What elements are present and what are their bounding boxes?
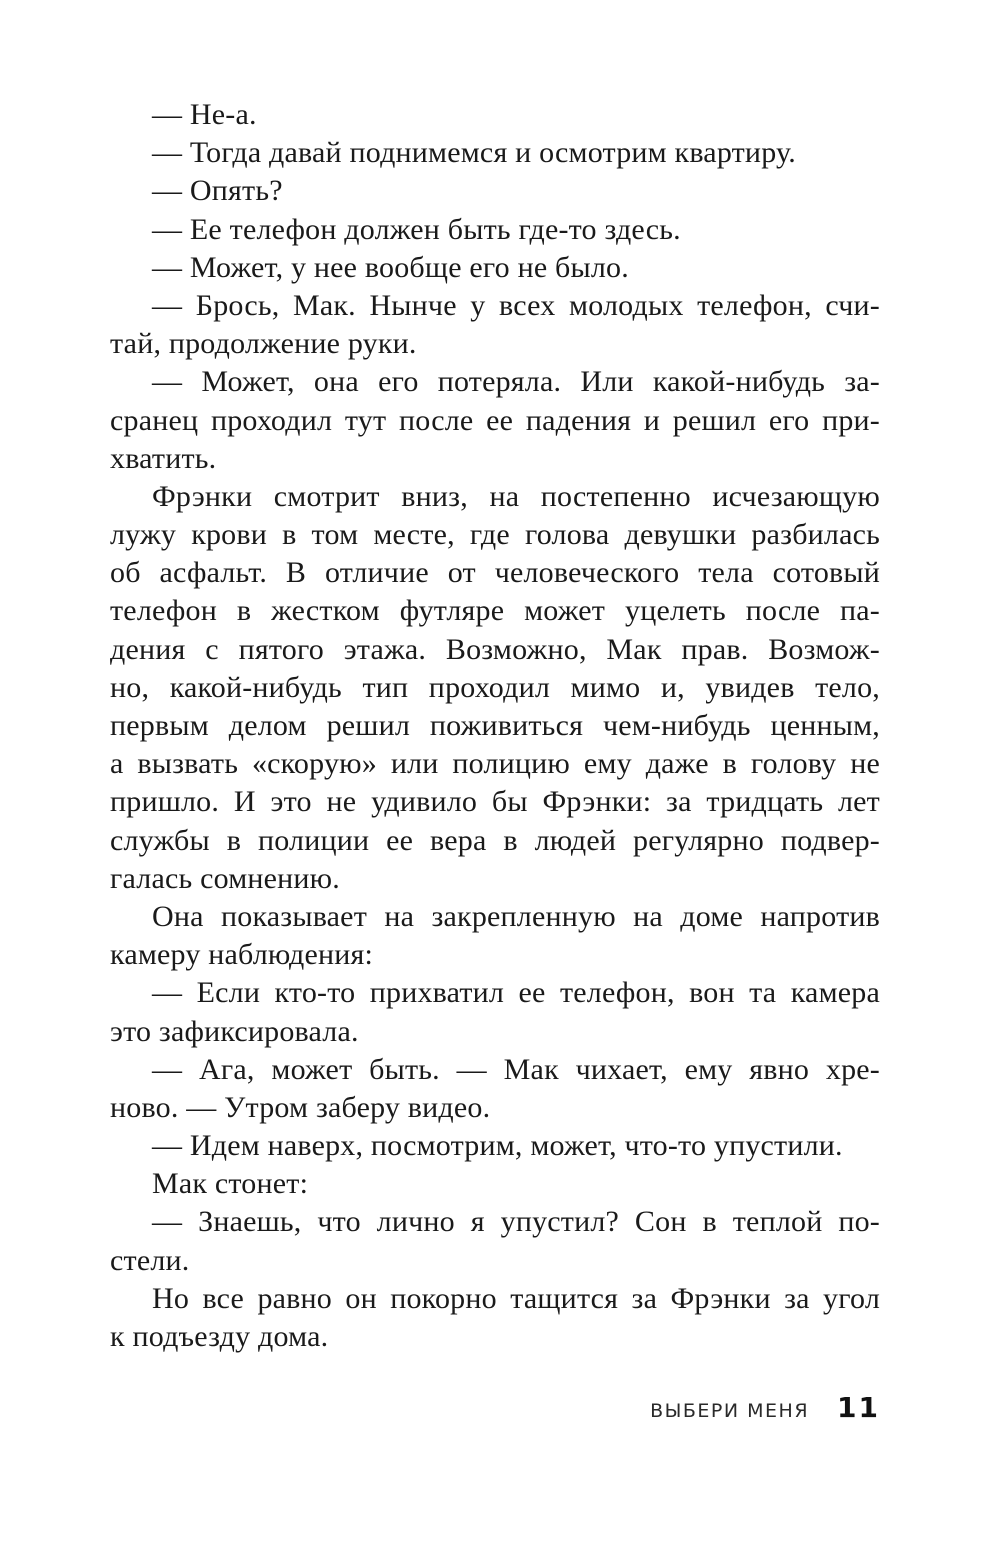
text-line: пришло. И это не удивило бы Фрэнки: за тридцать лет (110, 785, 880, 819)
text-line: — Знаешь, что лично я упустил? Сон в теплой по- (152, 1205, 880, 1239)
text-line: Она показывает на закрепленную на доме напротив (152, 899, 880, 933)
text-line: Но все равно он покорно тащится за Фрэнки за угол (152, 1281, 880, 1315)
text-line: камеру наблюдения: (110, 938, 374, 972)
page-footer (0, 1391, 880, 1424)
text-line: стели. (110, 1243, 190, 1277)
text-line: галась сомнению. (110, 861, 340, 895)
text-line: — Не-а. (152, 98, 257, 131)
text-line: — Тогда давай поднимемся и осмотрим квартиру. (152, 136, 796, 170)
text-line: — Ага, может быть. — Мак чихает, ему явно хре- (152, 1052, 880, 1086)
text-line: сранец проходил тут после ее падения и решил его при- (110, 403, 880, 437)
text-line: телефон в жестком футляре может уцелеть после па- (110, 594, 880, 628)
text-line: хватить. (110, 441, 217, 475)
text-line: первым делом решил поживиться чем-нибудь ценным, (110, 709, 880, 742)
text-line: — Брось, Мак. Нынче у всех молодых телефон, счи- (152, 288, 880, 322)
text-line: ново. — Утром заберу видео. (110, 1090, 491, 1124)
text-line: Фрэнки смотрит вниз, на постепенно исчезающую (152, 479, 880, 513)
text-line: — Ее телефон должен быть где-то здесь. (152, 212, 681, 246)
text-line: Мак стонет: (152, 1167, 309, 1201)
running-title: ВЫБЕРИ МЕНЯ (650, 1399, 810, 1422)
page-number: 11 (837, 1390, 880, 1424)
text-line: к подъезду дома. (110, 1320, 329, 1353)
text-line: — Опять? (152, 174, 283, 208)
text-line: а вызвать «скорую» или полицию ему даже в голову не (110, 747, 880, 781)
text-line: это зафиксировала. (110, 1014, 359, 1048)
text-line: лужу крови в том месте, где голова девушки разбилась (110, 518, 880, 552)
body-text (110, 96, 880, 1356)
text-line: тай, продолжение руки. (110, 327, 417, 361)
text-line: но, какой-нибудь тип проходил мимо и, увидев тело, (110, 670, 880, 704)
text-line: дения с пятого этажа. Возможно, Мак прав. Возмож- (110, 632, 880, 666)
text-line: службы в полиции ее вера в людей регулярно подвер- (110, 823, 880, 857)
text-line: об асфальт. В отличие от человеческого тела сотовый (110, 556, 880, 590)
text-line: — Может, она его потеряла. Или какой-нибудь за- (152, 365, 880, 399)
text-line: — Идем наверх, посмотрим, может, что-то упустили. (152, 1129, 843, 1163)
text-line: — Может, у нее вообще его не было. (152, 250, 629, 284)
text-line: — Если кто-то прихватил ее телефон, вон та камера (152, 976, 880, 1010)
